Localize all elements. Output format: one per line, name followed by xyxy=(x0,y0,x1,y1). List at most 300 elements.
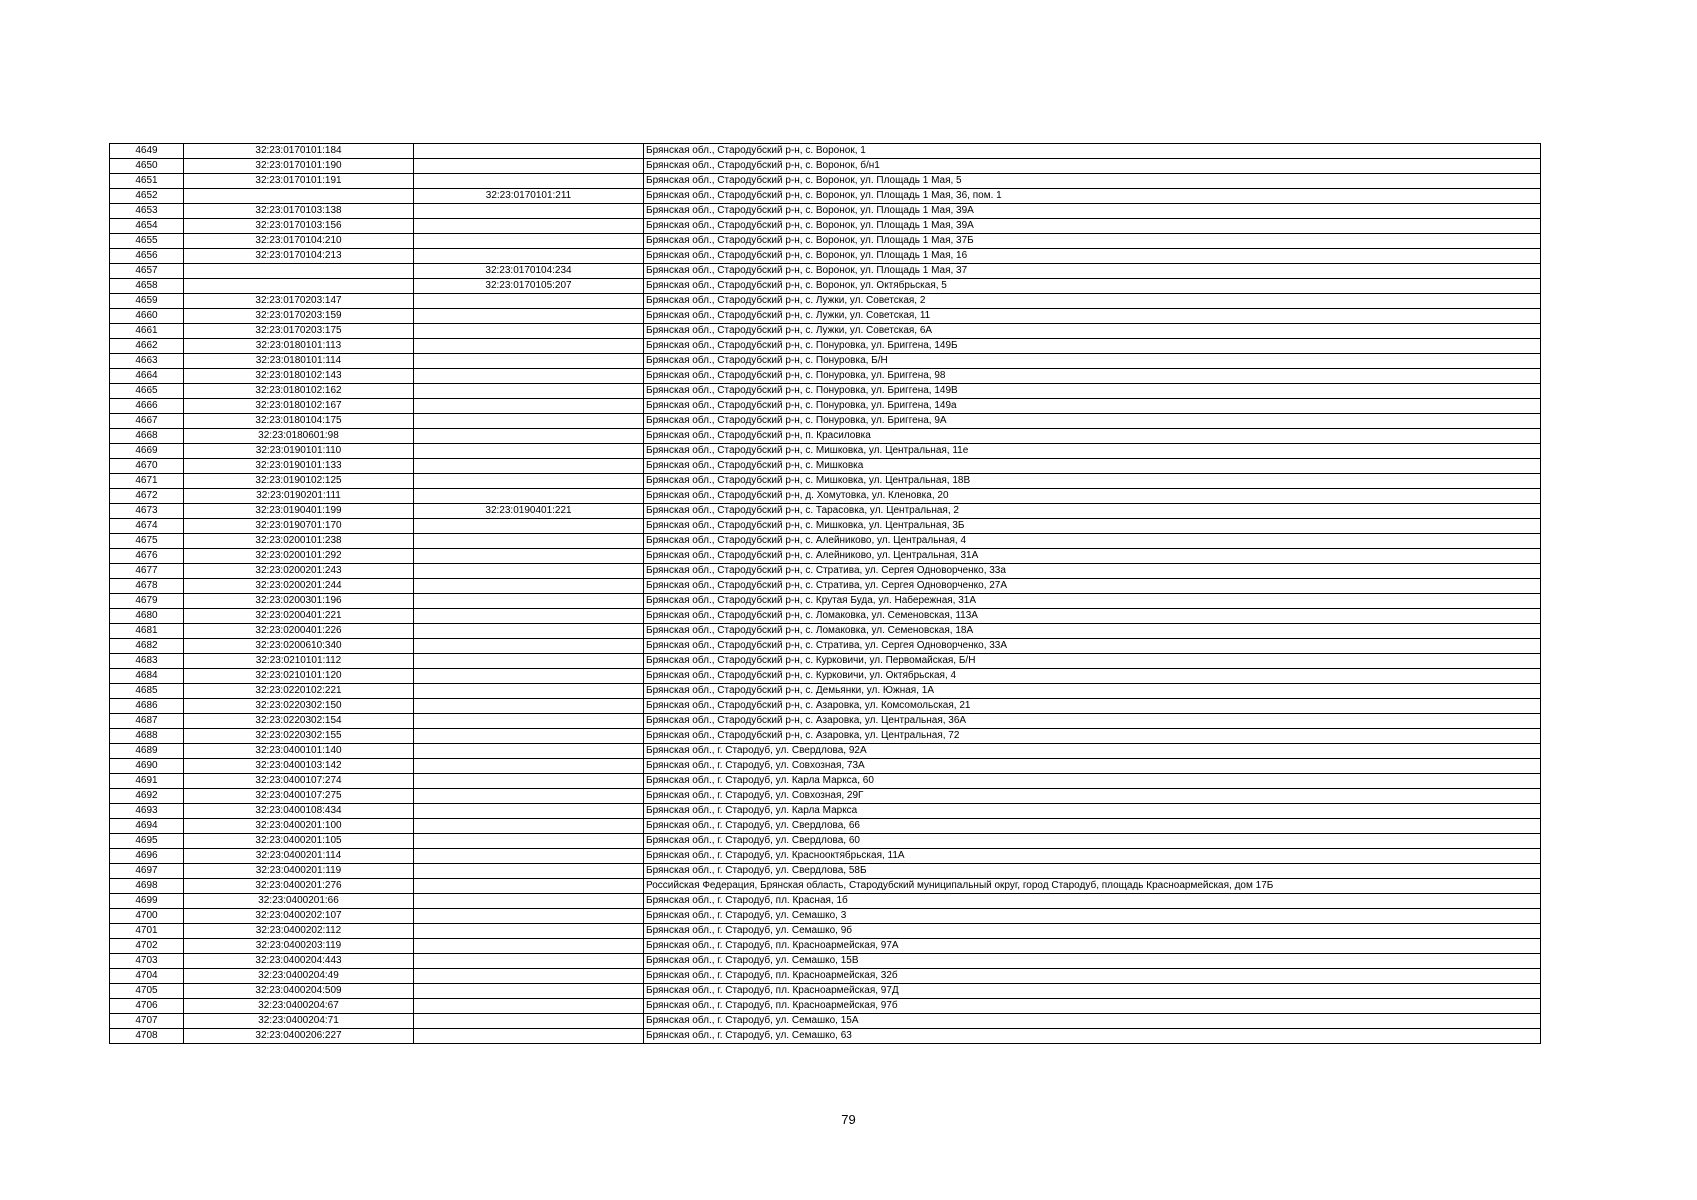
row-number-cell: 4689 xyxy=(110,744,184,759)
row-number-cell: 4657 xyxy=(110,264,184,279)
table-row xyxy=(110,939,1541,954)
premises-cadastral-number-cell xyxy=(414,669,644,684)
table-row xyxy=(110,159,1541,174)
cadastral-number-cell: 32:23:0190701:170 xyxy=(184,519,414,534)
cadastral-number-cell xyxy=(184,189,414,204)
row-number-cell: 4681 xyxy=(110,624,184,639)
table-row xyxy=(110,474,1541,489)
table-row xyxy=(110,294,1541,309)
premises-cadastral-number-cell xyxy=(414,594,644,609)
cadastral-number-cell: 32:23:0210101:112 xyxy=(184,654,414,669)
table-row xyxy=(110,414,1541,429)
cadastral-number-cell: 32:23:0400107:274 xyxy=(184,774,414,789)
table-row xyxy=(110,279,1541,294)
cadastral-number-cell xyxy=(184,264,414,279)
premises-cadastral-number-cell xyxy=(414,774,644,789)
table-row xyxy=(110,174,1541,189)
table-row xyxy=(110,219,1541,234)
address-cell: Брянская обл., Стародубский р-н, с. Лужки, ул. Советская, 6А xyxy=(644,324,1541,339)
row-number-cell: 4672 xyxy=(110,489,184,504)
cadastral-number-cell: 32:23:0180102:143 xyxy=(184,369,414,384)
row-number-cell: 4698 xyxy=(110,879,184,894)
row-number-cell: 4674 xyxy=(110,519,184,534)
cadastral-number-cell: 32:23:0400201:66 xyxy=(184,894,414,909)
row-number-cell: 4680 xyxy=(110,609,184,624)
row-number-cell: 4704 xyxy=(110,969,184,984)
table-row xyxy=(110,864,1541,879)
address-cell: Брянская обл., Стародубский р-н, д. Хомутовка, ул. Кленовка, 20 xyxy=(644,489,1541,504)
cadastral-number-cell: 32:23:0180104:175 xyxy=(184,414,414,429)
table-row xyxy=(110,834,1541,849)
address-cell: Брянская обл., Стародубский р-н, с. Стратива, ул. Сергея Одноворченко, 33А xyxy=(644,639,1541,654)
cadastral-number-cell: 32:23:0400108:434 xyxy=(184,804,414,819)
address-cell: Брянская обл., Стародубский р-н, с. Воронок, ул. Площадь 1 Мая, 39А xyxy=(644,204,1541,219)
premises-cadastral-number-cell xyxy=(414,804,644,819)
table-row xyxy=(110,654,1541,669)
row-number-cell: 4684 xyxy=(110,669,184,684)
table-row xyxy=(110,549,1541,564)
address-cell: Брянская обл., Стародубский р-н, с. Алейниково, ул. Центральная, 4 xyxy=(644,534,1541,549)
row-number-cell: 4707 xyxy=(110,1014,184,1029)
cadastral-number-cell: 32:23:0400201:114 xyxy=(184,849,414,864)
address-cell: Брянская обл., Стародубский р-н, с. Азаровка, ул. Центральная, 72 xyxy=(644,729,1541,744)
table-row xyxy=(110,714,1541,729)
address-cell: Брянская обл., г. Стародуб, пл. Красноармейская, 97б xyxy=(644,999,1541,1014)
premises-cadastral-number-cell xyxy=(414,219,644,234)
premises-cadastral-number-cell xyxy=(414,144,644,159)
cadastral-number-cell: 32:23:0200101:238 xyxy=(184,534,414,549)
table-row xyxy=(110,684,1541,699)
cadastral-number-cell: 32:23:0170203:175 xyxy=(184,324,414,339)
table-row xyxy=(110,429,1541,444)
row-number-cell: 4702 xyxy=(110,939,184,954)
table-row xyxy=(110,144,1541,159)
address-cell: Брянская обл., Стародубский р-н, с. Алейниково, ул. Центральная, 31А xyxy=(644,549,1541,564)
row-number-cell: 4697 xyxy=(110,864,184,879)
address-cell: Брянская обл., Стародубский р-н, с. Ломаковка, ул. Семеновская, 113А xyxy=(644,609,1541,624)
premises-cadastral-number-cell xyxy=(414,654,644,669)
address-cell: Брянская обл., Стародубский р-н, с. Тарасовка, ул. Центральная, 2 xyxy=(644,504,1541,519)
table-row xyxy=(110,804,1541,819)
row-number-cell: 4652 xyxy=(110,189,184,204)
premises-cadastral-number-cell xyxy=(414,234,644,249)
cadastral-number-cell: 32:23:0190401:199 xyxy=(184,504,414,519)
address-cell: Брянская обл., г. Стародуб, ул. Семашко, 15А xyxy=(644,1014,1541,1029)
cadastral-number-cell: 32:23:0220102:221 xyxy=(184,684,414,699)
address-cell: Брянская обл., Стародубский р-н, с. Воронок, ул. Площадь 1 Мая, 39А xyxy=(644,219,1541,234)
cadastral-number-cell: 32:23:0200201:243 xyxy=(184,564,414,579)
address-cell: Брянская обл., Стародубский р-н, с. Курковичи, ул. Первомайская, Б/Н xyxy=(644,654,1541,669)
premises-cadastral-number-cell xyxy=(414,414,644,429)
cadastral-number-cell: 32:23:0200401:221 xyxy=(184,609,414,624)
cadastral-number-cell: 32:23:0400202:112 xyxy=(184,924,414,939)
premises-cadastral-number-cell xyxy=(414,969,644,984)
row-number-cell: 4673 xyxy=(110,504,184,519)
address-cell: Брянская обл., Стародубский р-н, с. Понуровка, ул. Бриггена, 9А xyxy=(644,414,1541,429)
cadastral-number-cell: 32:23:0200401:226 xyxy=(184,624,414,639)
row-number-cell: 4691 xyxy=(110,774,184,789)
cadastral-number-cell: 32:23:0190201:111 xyxy=(184,489,414,504)
cadastral-number-cell: 32:23:0220302:155 xyxy=(184,729,414,744)
address-cell: Брянская обл., г. Стародуб, пл. Красноармейская, 97А xyxy=(644,939,1541,954)
cadastral-number-cell: 32:23:0400201:276 xyxy=(184,879,414,894)
cadastral-number-cell: 32:23:0170101:190 xyxy=(184,159,414,174)
address-cell: Брянская обл., г. Стародуб, ул. Свердлова, 92А xyxy=(644,744,1541,759)
address-cell: Брянская обл., г. Стародуб, ул. Свердлова, 66 xyxy=(644,819,1541,834)
cadastral-number-cell: 32:23:0400204:509 xyxy=(184,984,414,999)
table-row xyxy=(110,204,1541,219)
table-row xyxy=(110,894,1541,909)
premises-cadastral-number-cell xyxy=(414,324,644,339)
row-number-cell: 4656 xyxy=(110,249,184,264)
row-number-cell: 4705 xyxy=(110,984,184,999)
premises-cadastral-number-cell xyxy=(414,954,644,969)
row-number-cell: 4671 xyxy=(110,474,184,489)
premises-cadastral-number-cell: 32:23:0170101:211 xyxy=(414,189,644,204)
address-cell: Брянская обл., Стародубский р-н, с. Понуровка, ул. Бриггена, 149Б xyxy=(644,339,1541,354)
cadastral-number-cell: 32:23:0190101:110 xyxy=(184,444,414,459)
table-row xyxy=(110,309,1541,324)
cadastral-number-cell: 32:23:0180601:98 xyxy=(184,429,414,444)
premises-cadastral-number-cell xyxy=(414,309,644,324)
table-row xyxy=(110,759,1541,774)
table-row xyxy=(110,504,1541,519)
table-row xyxy=(110,594,1541,609)
address-cell: Брянская обл., г. Стародуб, пл. Красноармейская, 32б xyxy=(644,969,1541,984)
row-number-cell: 4679 xyxy=(110,594,184,609)
table-row xyxy=(110,924,1541,939)
table-row xyxy=(110,699,1541,714)
premises-cadastral-number-cell: 32:23:0170105:207 xyxy=(414,279,644,294)
row-number-cell: 4649 xyxy=(110,144,184,159)
premises-cadastral-number-cell xyxy=(414,1029,644,1044)
cadastral-number-cell: 32:23:0400201:119 xyxy=(184,864,414,879)
address-cell: Брянская обл., Стародубский р-н, с. Лужки, ул. Советская, 2 xyxy=(644,294,1541,309)
table-row xyxy=(110,324,1541,339)
address-cell: Брянская обл., Стародубский р-н, с. Стратива, ул. Сергея Одноворченко, 33а xyxy=(644,564,1541,579)
row-number-cell: 4700 xyxy=(110,909,184,924)
cadastral-number-cell: 32:23:0220302:150 xyxy=(184,699,414,714)
row-number-cell: 4677 xyxy=(110,564,184,579)
row-number-cell: 4690 xyxy=(110,759,184,774)
premises-cadastral-number-cell xyxy=(414,1014,644,1029)
address-cell: Брянская обл., г. Стародуб, ул. Краснооктябрьская, 11А xyxy=(644,849,1541,864)
row-number-cell: 4699 xyxy=(110,894,184,909)
row-number-cell: 4666 xyxy=(110,399,184,414)
premises-cadastral-number-cell xyxy=(414,399,644,414)
table-row xyxy=(110,909,1541,924)
cadastral-number-cell: 32:23:0190102:125 xyxy=(184,474,414,489)
address-cell: Брянская обл., Стародубский р-н, с. Воронок, ул. Площадь 1 Мая, 36, пом. 1 xyxy=(644,189,1541,204)
cadastral-number-cell: 32:23:0170203:159 xyxy=(184,309,414,324)
premises-cadastral-number-cell xyxy=(414,699,644,714)
address-cell: Брянская обл., г. Стародуб, ул. Совхозная, 29Г xyxy=(644,789,1541,804)
address-cell: Брянская обл., г. Стародуб, ул. Совхозная, 73А xyxy=(644,759,1541,774)
cadastral-number-cell: 32:23:0170103:138 xyxy=(184,204,414,219)
address-cell: Российская Федерация, Брянская область, Стародубский муниципальный округ, город Стародуб, площадь Красноармейская, дом 17Б xyxy=(644,879,1541,894)
row-number-cell: 4670 xyxy=(110,459,184,474)
premises-cadastral-number-cell xyxy=(414,624,644,639)
registry-table-body xyxy=(110,144,1541,1044)
address-cell: Брянская обл., Стародубский р-н, с. Мишковка, ул. Центральная, 3Б xyxy=(644,519,1541,534)
row-number-cell: 4650 xyxy=(110,159,184,174)
table-row xyxy=(110,564,1541,579)
address-cell: Брянская обл., Стародубский р-н, с. Азаровка, ул. Комсомольская, 21 xyxy=(644,699,1541,714)
row-number-cell: 4706 xyxy=(110,999,184,1014)
row-number-cell: 4687 xyxy=(110,714,184,729)
row-number-cell: 4665 xyxy=(110,384,184,399)
cadastral-number-cell: 32:23:0190101:133 xyxy=(184,459,414,474)
premises-cadastral-number-cell xyxy=(414,609,644,624)
address-cell: Брянская обл., г. Стародуб, пл. Красная, 1б xyxy=(644,894,1541,909)
address-cell: Брянская обл., Стародубский р-н, с. Ломаковка, ул. Семеновская, 18А xyxy=(644,624,1541,639)
row-number-cell: 4651 xyxy=(110,174,184,189)
premises-cadastral-number-cell xyxy=(414,894,644,909)
address-cell: Брянская обл., Стародубский р-н, с. Понуровка, ул. Бриггена, 98 xyxy=(644,369,1541,384)
premises-cadastral-number-cell xyxy=(414,639,644,654)
premises-cadastral-number-cell xyxy=(414,444,644,459)
premises-cadastral-number-cell xyxy=(414,834,644,849)
cadastral-number-cell: 32:23:0400204:67 xyxy=(184,999,414,1014)
table-row xyxy=(110,969,1541,984)
address-cell: Брянская обл., Стародубский р-н, с. Мишковка, ул. Центральная, 18В xyxy=(644,474,1541,489)
address-cell: Брянская обл., г. Стародуб, ул. Свердлова, 60 xyxy=(644,834,1541,849)
table-row xyxy=(110,189,1541,204)
address-cell: Брянская обл., Стародубский р-н, с. Воронок, ул. Площадь 1 Мая, 16 xyxy=(644,249,1541,264)
table-row xyxy=(110,339,1541,354)
premises-cadastral-number-cell xyxy=(414,519,644,534)
premises-cadastral-number-cell xyxy=(414,759,644,774)
cadastral-number-cell: 32:23:0180101:113 xyxy=(184,339,414,354)
address-cell: Брянская обл., г. Стародуб, ул. Семашко, 3 xyxy=(644,909,1541,924)
cadastral-number-cell: 32:23:0170103:156 xyxy=(184,219,414,234)
row-number-cell: 4695 xyxy=(110,834,184,849)
cadastral-number-cell: 32:23:0400206:227 xyxy=(184,1029,414,1044)
cadastral-number-cell: 32:23:0400202:107 xyxy=(184,909,414,924)
premises-cadastral-number-cell xyxy=(414,714,644,729)
table-row xyxy=(110,984,1541,999)
cadastral-number-cell: 32:23:0400204:443 xyxy=(184,954,414,969)
table-row xyxy=(110,624,1541,639)
table-row xyxy=(110,849,1541,864)
table-row xyxy=(110,354,1541,369)
row-number-cell: 4703 xyxy=(110,954,184,969)
address-cell: Брянская обл., Стародубский р-н, с. Курковичи, ул. Октябрьская, 4 xyxy=(644,669,1541,684)
address-cell: Брянская обл., Стародубский р-н, с. Азаровка, ул. Центральная, 36А xyxy=(644,714,1541,729)
table-row xyxy=(110,774,1541,789)
premises-cadastral-number-cell xyxy=(414,549,644,564)
cadastral-number-cell: 32:23:0400101:140 xyxy=(184,744,414,759)
table-row xyxy=(110,444,1541,459)
row-number-cell: 4686 xyxy=(110,699,184,714)
cadastral-number-cell: 32:23:0170203:147 xyxy=(184,294,414,309)
address-cell: Брянская обл., Стародубский р-н, с. Понуровка, Б/Н xyxy=(644,354,1541,369)
premises-cadastral-number-cell xyxy=(414,159,644,174)
table-row xyxy=(110,954,1541,969)
table-row xyxy=(110,369,1541,384)
table-row xyxy=(110,639,1541,654)
cadastral-number-cell: 32:23:0200610:340 xyxy=(184,639,414,654)
address-cell: Брянская обл., Стародубский р-н, с. Воронок, б/н1 xyxy=(644,159,1541,174)
premises-cadastral-number-cell xyxy=(414,864,644,879)
premises-cadastral-number-cell xyxy=(414,369,644,384)
registry-table xyxy=(109,143,1541,1044)
premises-cadastral-number-cell xyxy=(414,999,644,1014)
premises-cadastral-number-cell xyxy=(414,909,644,924)
table-row xyxy=(110,264,1541,279)
table-row xyxy=(110,579,1541,594)
premises-cadastral-number-cell xyxy=(414,789,644,804)
cadastral-number-cell: 32:23:0400103:142 xyxy=(184,759,414,774)
table-row xyxy=(110,519,1541,534)
row-number-cell: 4654 xyxy=(110,219,184,234)
premises-cadastral-number-cell xyxy=(414,729,644,744)
address-cell: Брянская обл., г. Стародуб, ул. Семашко, 15В xyxy=(644,954,1541,969)
address-cell: Брянская обл., Стародубский р-н, с. Воронок, 1 xyxy=(644,144,1541,159)
row-number-cell: 4683 xyxy=(110,654,184,669)
cadastral-number-cell: 32:23:0170101:184 xyxy=(184,144,414,159)
table-row xyxy=(110,879,1541,894)
row-number-cell: 4655 xyxy=(110,234,184,249)
address-cell: Брянская обл., Стародубский р-н, с. Лужки, ул. Советская, 11 xyxy=(644,309,1541,324)
address-cell: Брянская обл., Стародубский р-н, с. Воронок, ул. Площадь 1 Мая, 37Б xyxy=(644,234,1541,249)
address-cell: Брянская обл., г. Стародуб, ул. Семашко, 9б xyxy=(644,924,1541,939)
table-row xyxy=(110,744,1541,759)
cadastral-number-cell: 32:23:0400204:49 xyxy=(184,969,414,984)
row-number-cell: 4682 xyxy=(110,639,184,654)
row-number-cell: 4653 xyxy=(110,204,184,219)
premises-cadastral-number-cell xyxy=(414,744,644,759)
premises-cadastral-number-cell xyxy=(414,534,644,549)
address-cell: Брянская обл., Стародубский р-н, с. Демьянки, ул. Южная, 1А xyxy=(644,684,1541,699)
row-number-cell: 4659 xyxy=(110,294,184,309)
row-number-cell: 4685 xyxy=(110,684,184,699)
table-row xyxy=(110,249,1541,264)
premises-cadastral-number-cell xyxy=(414,429,644,444)
premises-cadastral-number-cell: 32:23:0170104:234 xyxy=(414,264,644,279)
page-number: 79 xyxy=(841,1112,856,1127)
premises-cadastral-number-cell xyxy=(414,684,644,699)
address-cell: Брянская обл., Стародубский р-н, с. Стратива, ул. Сергея Одноворченко, 27А xyxy=(644,579,1541,594)
table-row xyxy=(110,234,1541,249)
premises-cadastral-number-cell xyxy=(414,294,644,309)
cadastral-number-cell: 32:23:0170104:213 xyxy=(184,249,414,264)
address-cell: Брянская обл., г. Стародуб, ул. Карла Маркса, 60 xyxy=(644,774,1541,789)
row-number-cell: 4693 xyxy=(110,804,184,819)
premises-cadastral-number-cell xyxy=(414,204,644,219)
premises-cadastral-number-cell xyxy=(414,984,644,999)
address-cell: Брянская обл., Стародубский р-н, с. Воронок, ул. Площадь 1 Мая, 37 xyxy=(644,264,1541,279)
cadastral-number-cell: 32:23:0180101:114 xyxy=(184,354,414,369)
premises-cadastral-number-cell xyxy=(414,384,644,399)
table-row xyxy=(110,999,1541,1014)
address-cell: Брянская обл., г. Стародуб, ул. Семашко, 63 xyxy=(644,1029,1541,1044)
row-number-cell: 4696 xyxy=(110,849,184,864)
cadastral-number-cell: 32:23:0200301:196 xyxy=(184,594,414,609)
premises-cadastral-number-cell xyxy=(414,819,644,834)
premises-cadastral-number-cell: 32:23:0190401:221 xyxy=(414,504,644,519)
cadastral-number-cell: 32:23:0210101:120 xyxy=(184,669,414,684)
row-number-cell: 4667 xyxy=(110,414,184,429)
cadastral-number-cell: 32:23:0400201:100 xyxy=(184,819,414,834)
table-row xyxy=(110,1014,1541,1029)
premises-cadastral-number-cell xyxy=(414,564,644,579)
cadastral-number-cell: 32:23:0170101:191 xyxy=(184,174,414,189)
premises-cadastral-number-cell xyxy=(414,849,644,864)
cadastral-number-cell: 32:23:0180102:167 xyxy=(184,399,414,414)
premises-cadastral-number-cell xyxy=(414,354,644,369)
address-cell: Брянская обл., г. Стародуб, пл. Красноармейская, 97Д xyxy=(644,984,1541,999)
cadastral-number-cell: 32:23:0400201:105 xyxy=(184,834,414,849)
cadastral-number-cell: 32:23:0400203:119 xyxy=(184,939,414,954)
row-number-cell: 4678 xyxy=(110,579,184,594)
premises-cadastral-number-cell xyxy=(414,489,644,504)
address-cell: Брянская обл., Стародубский р-н, с. Крутая Буда, ул. Набережная, 31А xyxy=(644,594,1541,609)
address-cell: Брянская обл., Стародубский р-н, с. Понуровка, ул. Бриггена, 149В xyxy=(644,384,1541,399)
cadastral-number-cell: 32:23:0170104:210 xyxy=(184,234,414,249)
premises-cadastral-number-cell xyxy=(414,879,644,894)
table-row xyxy=(110,729,1541,744)
row-number-cell: 4662 xyxy=(110,339,184,354)
row-number-cell: 4668 xyxy=(110,429,184,444)
premises-cadastral-number-cell xyxy=(414,459,644,474)
row-number-cell: 4675 xyxy=(110,534,184,549)
address-cell: Брянская обл., Стародубский р-н, с. Воронок, ул. Площадь 1 Мая, 5 xyxy=(644,174,1541,189)
row-number-cell: 4660 xyxy=(110,309,184,324)
cadastral-number-cell: 32:23:0200201:244 xyxy=(184,579,414,594)
address-cell: Брянская обл., Стародубский р-н, с. Воронок, ул. Октябрьская, 5 xyxy=(644,279,1541,294)
table-row xyxy=(110,819,1541,834)
cadastral-number-cell: 32:23:0400204:71 xyxy=(184,1014,414,1029)
address-cell: Брянская обл., Стародубский р-н, п. Красиловка xyxy=(644,429,1541,444)
row-number-cell: 4676 xyxy=(110,549,184,564)
table-row xyxy=(110,399,1541,414)
cadastral-number-cell xyxy=(184,279,414,294)
row-number-cell: 4694 xyxy=(110,819,184,834)
address-cell: Брянская обл., г. Стародуб, ул. Свердлова, 58Б xyxy=(644,864,1541,879)
table-row xyxy=(110,789,1541,804)
table-row xyxy=(110,534,1541,549)
row-number-cell: 4692 xyxy=(110,789,184,804)
table-row xyxy=(110,609,1541,624)
row-number-cell: 4688 xyxy=(110,729,184,744)
row-number-cell: 4708 xyxy=(110,1029,184,1044)
address-cell: Брянская обл., г. Стародуб, ул. Карла Маркса xyxy=(644,804,1541,819)
premises-cadastral-number-cell xyxy=(414,249,644,264)
premises-cadastral-number-cell xyxy=(414,174,644,189)
premises-cadastral-number-cell xyxy=(414,924,644,939)
table-row xyxy=(110,669,1541,684)
premises-cadastral-number-cell xyxy=(414,579,644,594)
premises-cadastral-number-cell xyxy=(414,339,644,354)
cadastral-number-cell: 32:23:0180102:162 xyxy=(184,384,414,399)
address-cell: Брянская обл., Стародубский р-н, с. Мишковка, ул. Центральная, 11е xyxy=(644,444,1541,459)
table-row xyxy=(110,459,1541,474)
cadastral-number-cell: 32:23:0220302:154 xyxy=(184,714,414,729)
table-row xyxy=(110,384,1541,399)
premises-cadastral-number-cell xyxy=(414,474,644,489)
address-cell: Брянская обл., Стародубский р-н, с. Мишковка xyxy=(644,459,1541,474)
row-number-cell: 4658 xyxy=(110,279,184,294)
row-number-cell: 4701 xyxy=(110,924,184,939)
cadastral-number-cell: 32:23:0200101:292 xyxy=(184,549,414,564)
cadastral-number-cell: 32:23:0400107:275 xyxy=(184,789,414,804)
address-cell: Брянская обл., Стародубский р-н, с. Понуровка, ул. Бриггена, 149а xyxy=(644,399,1541,414)
table-row xyxy=(110,1029,1541,1044)
row-number-cell: 4661 xyxy=(110,324,184,339)
row-number-cell: 4663 xyxy=(110,354,184,369)
row-number-cell: 4664 xyxy=(110,369,184,384)
